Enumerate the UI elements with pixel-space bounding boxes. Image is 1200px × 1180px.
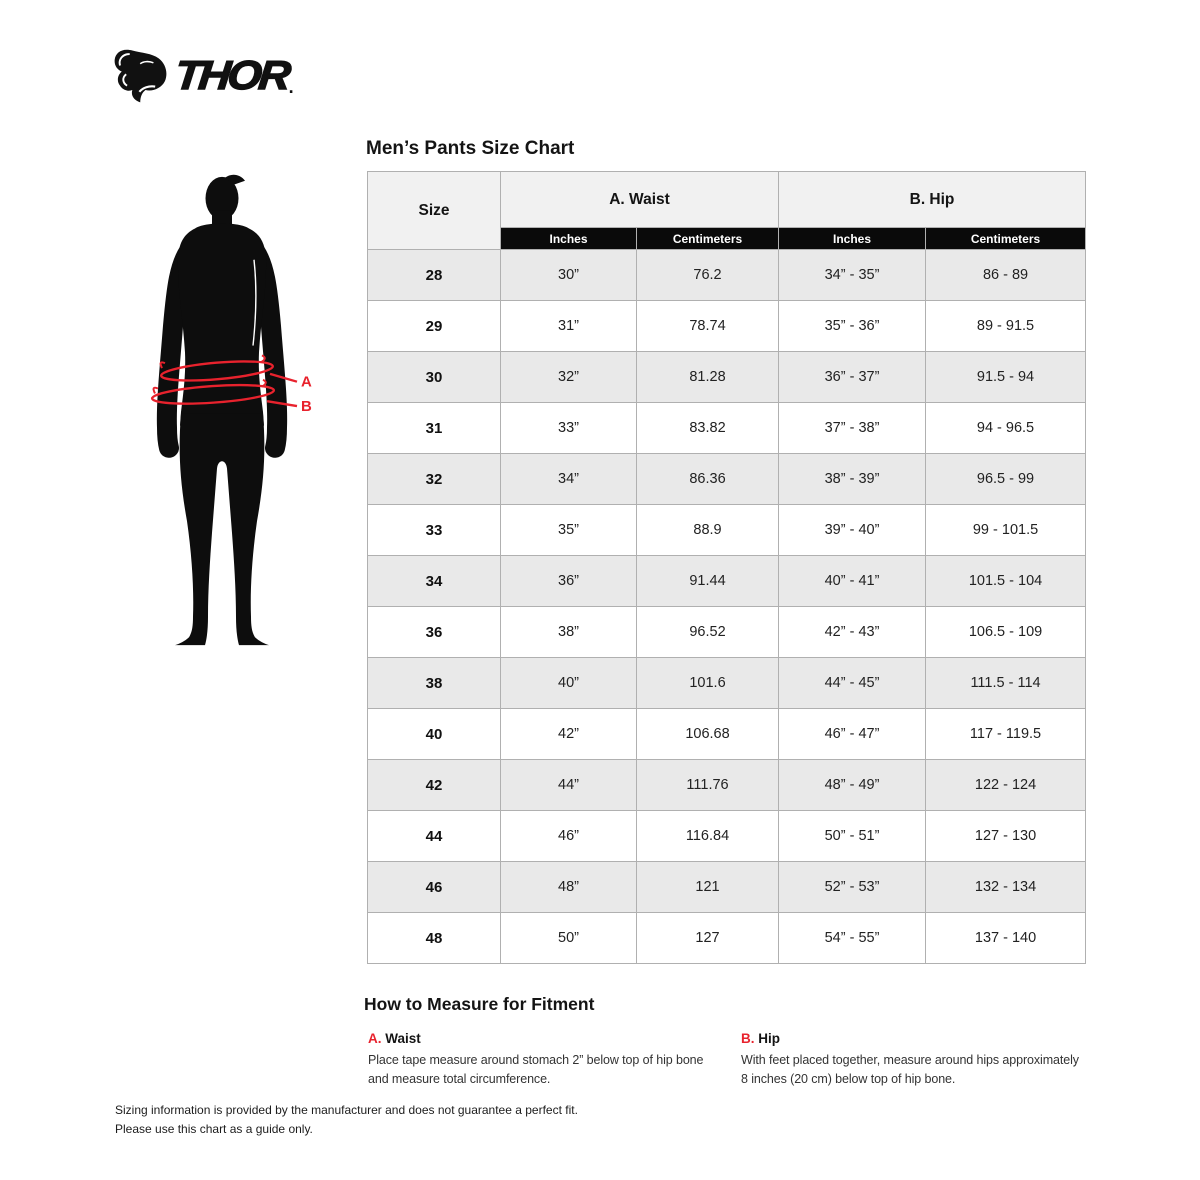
table-row (368, 250, 1086, 301)
cell-waist-in: 30” (501, 250, 637, 301)
cell-waist-cm: 127 (637, 913, 779, 964)
cell-waist-cm: 86.36 (637, 454, 779, 505)
cell-hip-cm: 101.5 - 104 (926, 556, 1086, 607)
subcol-hip-inches: Inches (779, 228, 926, 250)
cell-hip-cm: 111.5 - 114 (926, 658, 1086, 709)
cell-waist-cm: 78.74 (637, 301, 779, 352)
cell-hip-in: 37” - 38” (779, 403, 926, 454)
size-table (367, 171, 1086, 964)
cell-waist-in: 34” (501, 454, 637, 505)
cell-hip-in: 40” - 41” (779, 556, 926, 607)
cell-size: 34 (368, 556, 501, 607)
cell-hip-cm: 86 - 89 (926, 250, 1086, 301)
cell-size: 29 (368, 301, 501, 352)
cell-hip-cm: 89 - 91.5 (926, 301, 1086, 352)
subcol-waist-inches: Inches (501, 228, 637, 250)
figure-label-b: B (301, 399, 312, 415)
cell-size: 33 (368, 505, 501, 556)
hip-instructions: With feet placed together, measure around hips approximately 8 inches (20 cm) below top of hip bone. (741, 1053, 1079, 1086)
cell-hip-in: 52” - 53” (779, 862, 926, 913)
col-group-waist: A. Waist (501, 172, 779, 228)
cell-waist-cm: 106.68 (637, 709, 779, 760)
cell-waist-cm: 91.44 (637, 556, 779, 607)
subcol-hip-centimeters: Centimeters (926, 228, 1086, 250)
cell-waist-cm: 101.6 (637, 658, 779, 709)
cell-waist-in: 44” (501, 760, 637, 811)
table-row (368, 913, 1086, 964)
cell-waist-cm: 88.9 (637, 505, 779, 556)
waist-label-letter: A. (368, 1031, 382, 1046)
disclaimer (115, 1101, 578, 1138)
cell-hip-in: 36” - 37” (779, 352, 926, 403)
table-row (368, 760, 1086, 811)
cell-waist-cm: 81.28 (637, 352, 779, 403)
cell-waist-in: 42” (501, 709, 637, 760)
disclaimer-line1: Sizing information is provided by the manufacturer and does not guarantee a perfect fit. (115, 1103, 578, 1117)
cell-waist-cm: 83.82 (637, 403, 779, 454)
hip-label (741, 1031, 1086, 1046)
measurement-figure (149, 170, 327, 648)
cell-size: 30 (368, 352, 501, 403)
table-row (368, 607, 1086, 658)
cell-hip-in: 44” - 45” (779, 658, 926, 709)
cell-hip-in: 50” - 51” (779, 811, 926, 862)
cell-waist-cm: 111.76 (637, 760, 779, 811)
table-row (368, 811, 1086, 862)
cell-hip-cm: 117 - 119.5 (926, 709, 1086, 760)
cell-size: 44 (368, 811, 501, 862)
cell-waist-in: 32” (501, 352, 637, 403)
thor-logo-text: THOR (172, 53, 291, 99)
page-title: Men’s Pants Size Chart (366, 138, 575, 159)
howto-waist-block (364, 1031, 741, 1089)
cell-hip-cm: 96.5 - 99 (926, 454, 1086, 505)
waist-label-text: Waist (385, 1031, 421, 1046)
table-row (368, 862, 1086, 913)
cell-hip-cm: 127 - 130 (926, 811, 1086, 862)
col-group-hip: B. Hip (779, 172, 1086, 228)
male-silhouette (167, 175, 277, 645)
cell-hip-cm: 106.5 - 109 (926, 607, 1086, 658)
table-row (368, 301, 1086, 352)
body-silhouette-graphic (149, 170, 327, 648)
cell-size: 36 (368, 607, 501, 658)
cell-hip-in: 39” - 40” (779, 505, 926, 556)
cell-size: 32 (368, 454, 501, 505)
table-row (368, 556, 1086, 607)
cell-hip-in: 35” - 36” (779, 301, 926, 352)
cell-hip-cm: 99 - 101.5 (926, 505, 1086, 556)
table-row (368, 454, 1086, 505)
cell-hip-in: 34” - 35” (779, 250, 926, 301)
cell-hip-in: 46” - 47” (779, 709, 926, 760)
table-row (368, 352, 1086, 403)
cell-size: 48 (368, 913, 501, 964)
cell-waist-in: 31” (501, 301, 637, 352)
table-row (368, 403, 1086, 454)
cell-waist-cm: 121 (637, 862, 779, 913)
cell-hip-in: 38” - 39” (779, 454, 926, 505)
cell-hip-cm: 91.5 - 94 (926, 352, 1086, 403)
cell-hip-cm: 137 - 140 (926, 913, 1086, 964)
cell-waist-in: 50” (501, 913, 637, 964)
cell-waist-in: 40” (501, 658, 637, 709)
table-header-row (368, 172, 1086, 228)
cell-waist-in: 33” (501, 403, 637, 454)
cell-size: 46 (368, 862, 501, 913)
cell-waist-cm: 76.2 (637, 250, 779, 301)
table-row (368, 709, 1086, 760)
table-row (368, 658, 1086, 709)
cell-hip-cm: 94 - 96.5 (926, 403, 1086, 454)
hip-label-letter: B. (741, 1031, 755, 1046)
thor-logo (113, 46, 294, 106)
figure-label-a: A (301, 374, 312, 391)
table-row (368, 505, 1086, 556)
waist-instructions: Place tape measure around stomach 2” below top of hip bone and measure total circumference. (368, 1053, 704, 1086)
howto-heading: How to Measure for Fitment (364, 994, 595, 1014)
thor-logo-trademark-dot: . (288, 77, 294, 97)
cell-hip-cm: 132 - 134 (926, 862, 1086, 913)
col-header-size: Size (368, 172, 501, 250)
hip-label-text: Hip (758, 1031, 781, 1046)
cell-hip-cm: 122 - 124 (926, 760, 1086, 811)
waist-label (368, 1031, 741, 1046)
cell-size: 38 (368, 658, 501, 709)
howto-hip-block (741, 1031, 1086, 1089)
how-to-measure-section (364, 994, 1086, 1089)
cell-waist-cm: 116.84 (637, 811, 779, 862)
subcol-waist-centimeters: Centimeters (637, 228, 779, 250)
cell-waist-in: 48” (501, 862, 637, 913)
cell-hip-in: 48” - 49” (779, 760, 926, 811)
disclaimer-line2: Please use this chart as a guide only. (115, 1121, 313, 1136)
cell-hip-in: 42” - 43” (779, 607, 926, 658)
cell-size: 40 (368, 709, 501, 760)
cell-size: 28 (368, 250, 501, 301)
cell-waist-in: 38” (501, 607, 637, 658)
cell-hip-in: 54” - 55” (779, 913, 926, 964)
cell-waist-cm: 96.52 (637, 607, 779, 658)
cell-size: 42 (368, 760, 501, 811)
cell-waist-in: 36” (501, 556, 637, 607)
goat-head-icon (113, 47, 171, 105)
cell-waist-in: 46” (501, 811, 637, 862)
cell-waist-in: 35” (501, 505, 637, 556)
cell-size: 31 (368, 403, 501, 454)
